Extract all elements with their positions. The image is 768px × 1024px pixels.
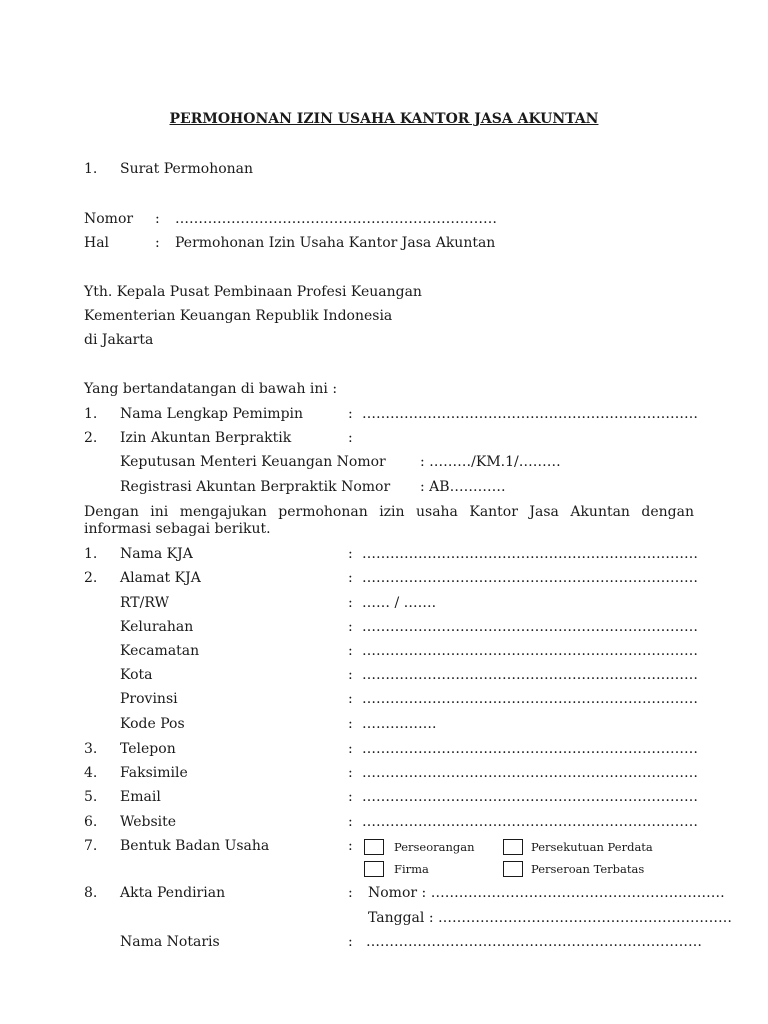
email-field[interactable]: ……………………………………………………………… xyxy=(362,789,698,805)
list-number: 4. xyxy=(84,765,98,781)
document-title: PERMOHONAN IZIN USAHA KANTOR JASA AKUNTAN xyxy=(169,111,599,127)
list-label: Telepon xyxy=(120,741,176,757)
nama-notaris-field[interactable]: ……………………………………………………………… xyxy=(366,934,702,950)
registrasi-label: Registrasi Akuntan Berpraktik Nomor xyxy=(120,479,391,495)
bentuk-label: Bentuk Badan Usaha xyxy=(120,838,270,854)
list-colon: : xyxy=(348,619,353,635)
kecamatan-field[interactable]: ……………………………………………………………… xyxy=(362,643,698,659)
list-colon: : xyxy=(348,691,353,707)
list-number: 8. xyxy=(84,885,98,901)
signer-colon: : xyxy=(348,430,353,446)
list-colon: : xyxy=(348,546,353,562)
list-number: 5. xyxy=(84,789,98,805)
list-label: Kode Pos xyxy=(120,716,185,732)
akta-nomor-field[interactable]: Nomor : ……………………………………………………… xyxy=(368,885,725,901)
list-label: Provinsi xyxy=(120,691,178,707)
recipient-line-1: Yth. Kepala Pusat Pembinaan Profesi Keuangan xyxy=(84,284,422,300)
list-number: 2. xyxy=(84,570,98,586)
list-label: Kecamatan xyxy=(120,643,200,659)
persekutuan-perdata-checkbox[interactable] xyxy=(503,839,523,855)
list-colon: : xyxy=(348,741,353,757)
signer-label-izin-akuntan: Izin Akuntan Berpraktik xyxy=(120,430,292,446)
list-label: RT/RW xyxy=(120,595,169,611)
kode-pos-field[interactable]: ……………. xyxy=(362,716,437,732)
nama-kja-field[interactable]: ……………………………………………………………… xyxy=(362,546,698,562)
provinsi-field[interactable]: ……………………………………………………………… xyxy=(362,691,698,707)
perseorangan-checkbox[interactable] xyxy=(364,839,384,855)
persekutuan-perdata-label: Persekutuan Perdata xyxy=(531,840,653,854)
list-label: Kelurahan xyxy=(120,619,194,635)
list-number: 6. xyxy=(84,814,98,830)
list-colon: : xyxy=(348,667,353,683)
list-label: Website xyxy=(120,814,177,830)
signer-number: 1. xyxy=(84,406,98,422)
nama-pemimpin-field[interactable]: ……………………………………………………………… xyxy=(362,406,698,422)
akta-colon: : xyxy=(348,885,353,901)
list-colon: : xyxy=(348,570,353,586)
hal-label: Hal xyxy=(84,235,110,251)
rt-rw-field[interactable]: …… / ……. xyxy=(362,595,437,611)
kelurahan-field[interactable]: ……………………………………………………………… xyxy=(362,619,698,635)
keputusan-field[interactable]: : ………/KM.1/……… xyxy=(420,454,561,470)
list-label: Email xyxy=(120,789,161,805)
keputusan-label: Keputusan Menteri Keuangan Nomor xyxy=(120,454,386,470)
perseroan-terbatas-label: Perseroan Terbatas xyxy=(531,862,645,876)
list-label: Alamat KJA xyxy=(120,570,201,586)
list-colon: : xyxy=(348,716,353,732)
bentuk-colon: : xyxy=(348,838,353,854)
telepon-field[interactable]: ……………………………………………………………… xyxy=(362,741,698,757)
akta-tanggal-field[interactable]: Tanggal : ……………………………………………………… xyxy=(368,910,732,926)
list-colon: : xyxy=(348,595,353,611)
list-number: 7. xyxy=(84,838,98,854)
faksimile-field[interactable]: ……………………………………………………………… xyxy=(362,765,698,781)
signer-label-nama-pemimpin: Nama Lengkap Pemimpin xyxy=(120,406,304,422)
website-field[interactable]: ……………………………………………………………… xyxy=(362,814,698,830)
hal-value: Permohonan Izin Usaha Kantor Jasa Akuntan xyxy=(175,235,496,251)
nomor-label: Nomor xyxy=(84,211,134,227)
paragraph-line-2: informasi sebagai berikut. xyxy=(84,521,271,537)
notaris-colon: : xyxy=(348,934,353,950)
list-colon: : xyxy=(348,643,353,659)
akta-label: Akta Pendirian xyxy=(120,885,226,901)
list-colon: : xyxy=(348,765,353,781)
list-colon: : xyxy=(348,789,353,805)
perseorangan-label: Perseorangan xyxy=(394,840,475,854)
registrasi-field[interactable]: : AB………… xyxy=(420,479,506,495)
perseroan-terbatas-checkbox[interactable] xyxy=(503,861,523,877)
list-number: 1. xyxy=(84,546,98,562)
kota-field[interactable]: ……………………………………………………………… xyxy=(362,667,698,683)
paragraph-line-1: Dengan ini mengajukan permohonan izin usaha Kantor Jasa Akuntan dengan xyxy=(84,504,694,520)
notaris-label: Nama Notaris xyxy=(120,934,220,950)
list-label: Kota xyxy=(120,667,153,683)
nomor-field[interactable]: …………………………………………………………… xyxy=(175,211,497,227)
list-number: 3. xyxy=(84,741,98,757)
list-label: Nama KJA xyxy=(120,546,193,562)
recipient-line-3: di Jakarta xyxy=(84,332,154,348)
list-colon: : xyxy=(348,814,353,830)
nomor-colon: : xyxy=(155,211,160,227)
firma-label: Firma xyxy=(394,862,429,876)
recipient-line-2: Kementerian Keuangan Republik Indonesia xyxy=(84,308,393,324)
list-label: Faksimile xyxy=(120,765,188,781)
section-heading: Surat Permohonan xyxy=(120,161,254,177)
firma-checkbox[interactable] xyxy=(364,861,384,877)
signer-number: 2. xyxy=(84,430,98,446)
signer-intro: Yang bertandatangan di bawah ini : xyxy=(84,381,338,397)
hal-colon: : xyxy=(155,235,160,251)
alamat-kja-field[interactable]: ……………………………………………………………… xyxy=(362,570,698,586)
signer-colon: : xyxy=(348,406,353,422)
section-number: 1. xyxy=(84,161,98,177)
